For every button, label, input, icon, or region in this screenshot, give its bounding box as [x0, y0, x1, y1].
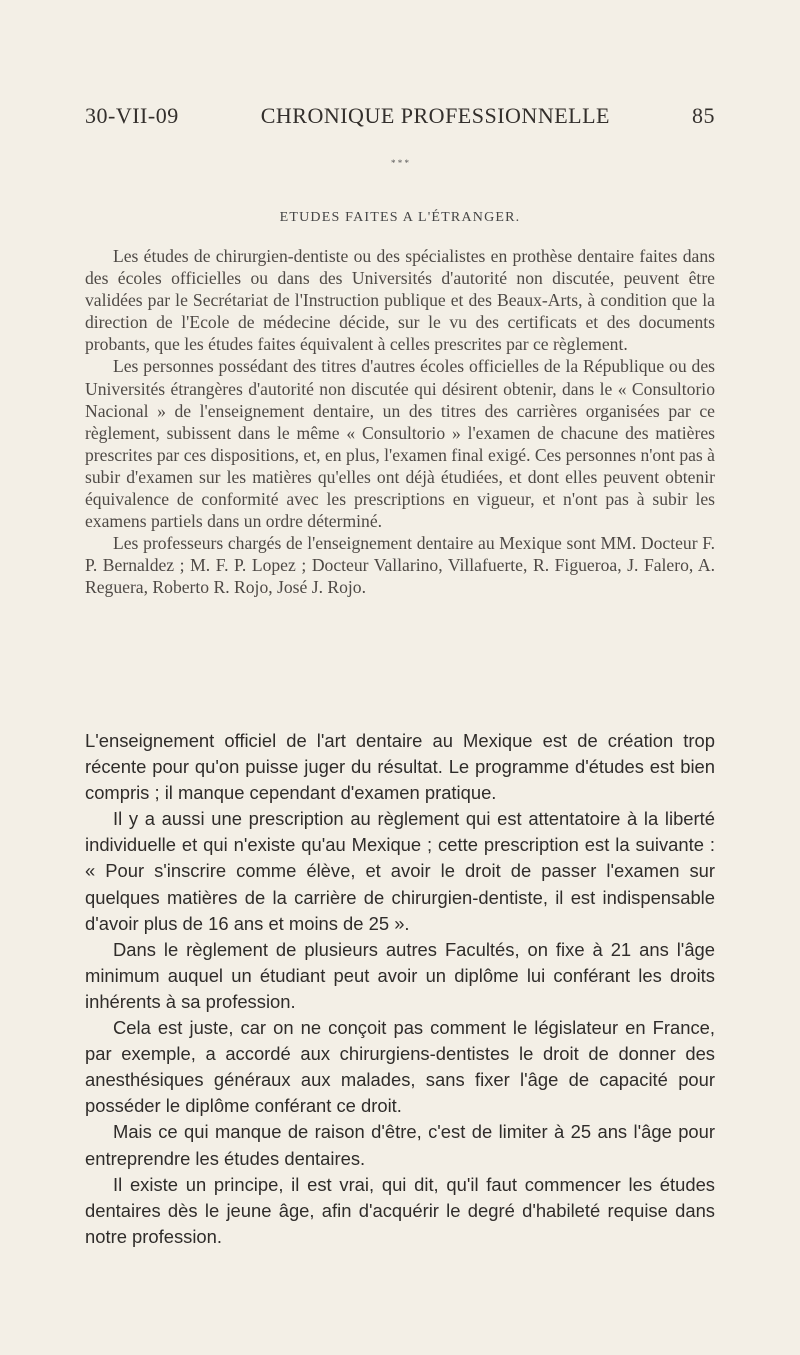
paragraph: Il y a aussi une prescription au règlement qui est attentatoire à la liberté individuelle et qui n'existe qu'au Mexique ; cette prescription est la suivante : « Pour s'inscrire comme élève, et avoir le droit de passer l'examen sur quelques matières de la carrière de chirurgien-dentiste, il est indispensable d'avoir plus de 16 ans et moins de 25 ». — [85, 808, 715, 934]
paragraph: Dans le règlement de plusieurs autres Facultés, on fixe à 21 ans l'âge minimum auquel un étudiant peut avoir un diplôme lui conférant les droits inhérents à sa profession. — [85, 938, 715, 1012]
asterism-text: * * * — [391, 158, 409, 168]
paragraph: Les personnes possédant des titres d'autres écoles officielles de la République ou des Universités étrangères d'autorité non discutée qui désirent obtenir, dans le « Consultorio Nacional » de l'enseignement dentaire, un des titres des carrières organisées par ce règlement, subissent dans le même « Consultorio » l'examen de chacune des matières prescrites par ces dispositions, et, en plus, l'examen final exigé. Ces personnes n'ont pas à subir d'examen sur les matières qu'elles ont déjà étudiées, et dont elles peuvent obtenir équivalence de conformité avec les prescriptions en vigueur, et n'ont pas à subir les examens partiels dans un ordre déterminé. — [85, 356, 715, 532]
paragraph: Les professeurs chargés de l'enseignement dentaire au Mexique sont MM. Docteur F. P. Bernaldez ; M. F. P. Lopez ; Docteur Vallarino, Villafuerte, R. Figueroa, J. Falero, A. Reguera, Roberto R. Rojo, José J. Rojo. — [85, 533, 715, 598]
section-title: ETUDES FAITES A L'ÉTRANGER. — [279, 210, 521, 225]
paragraph: Il existe un principe, il est vrai, qui dit, qu'il faut commencer les études dentaires dès le jeune âge, afin d'acquérir le degré d'habileté requise dans notre profession. — [85, 1173, 715, 1247]
asterism-ornament — [387, 158, 413, 188]
page-number: 85 — [691, 103, 715, 128]
paragraph: Mais ce qui manque de raison d'être, c'est de limiter à 25 ans l'âge pour entreprendre les études dentaires. — [85, 1121, 715, 1169]
paragraph: Cela est juste, car on ne conçoit pas comment le législateur en France, par exemple, a accordé aux chirurgiens-dentistes le droit de donner des anesthésiques généraux aux malades, sans fixer l'âge de capacité pour posséder le diplôme conférant ce droit. — [85, 1017, 715, 1117]
running-head — [85, 103, 715, 129]
header-title: CHRONIQUE PROFESSIONNELLE — [260, 103, 610, 128]
regulation-text — [85, 245, 715, 599]
header-date: 30-VII-09 — [85, 103, 179, 128]
paragraph: L'enseignement officiel de l'art dentaire au Mexique est de création trop récente pour qu'on puisse juger du résultat. Le programme d'études est bien compris ; il manque cependant d'examen pratique. — [85, 730, 715, 804]
paragraph: Les études de chirurgien-dentiste ou des spécialistes en prothèse dentaire faites dans des écoles officielles ou dans des Universités d'autorité non discutée, peuvent être validées par le Secrétariat de l'Instruction publique et des Beaux-Arts, à condition que la direction de l'Ecole de médecine décide, sur le vu des certificats et des documents probants, que les études faites équivalent à celles prescrites par ce règlement. — [85, 246, 715, 355]
commentary-text — [85, 728, 715, 1250]
